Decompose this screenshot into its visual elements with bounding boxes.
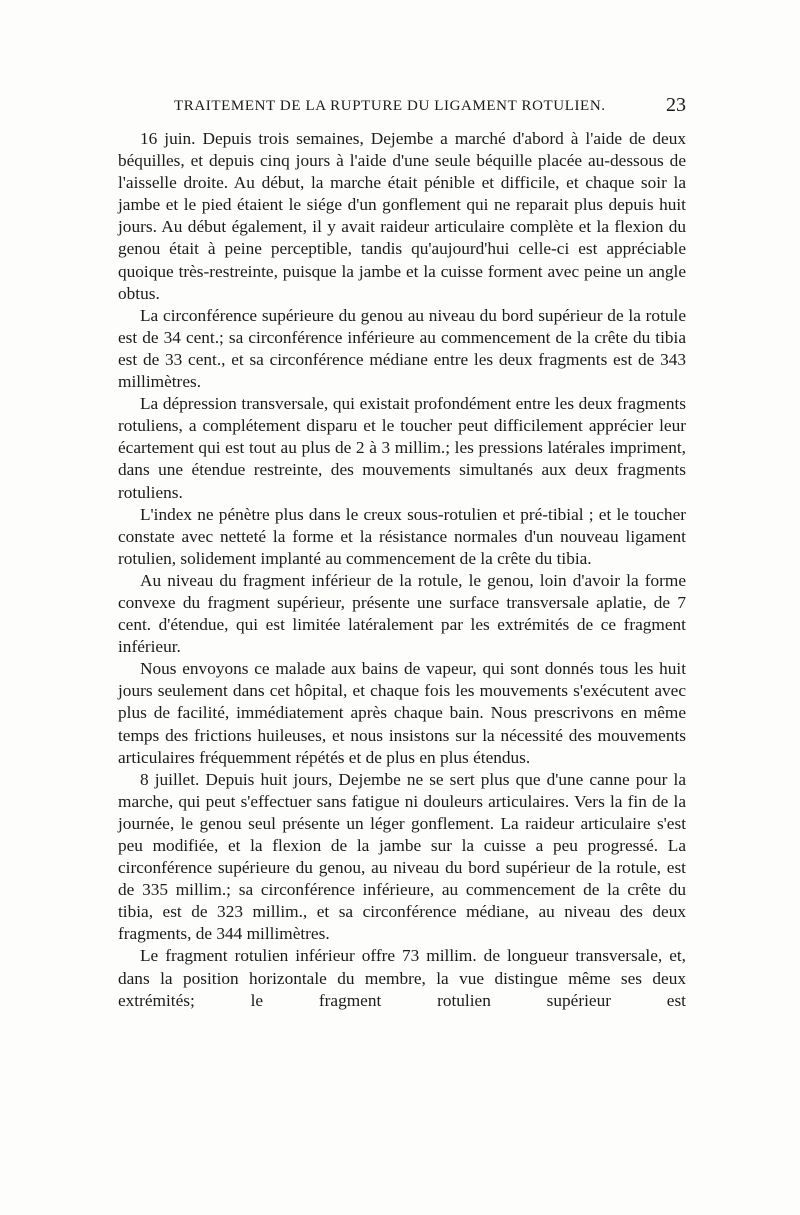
paragraph-transverse-depression: La dépression transversale, qui existait profondément entre les deux fragments rotuliens, a complétement disparu et le toucher peut difficilement apprécier leur écartement qui est tout au plus de 2 à 3 millim.; les pressions latérales impriment, dans une étendue restreinte, des mouvements simultanés aux deux fragments rotuliens. xyxy=(118,394,686,502)
paragraph-circumference: La circonférence supérieure du genou au niveau du bord supérieur de la rotule est de 34 cent.; sa circonférence inférieure au commencement de la crête du tibia est de 33 cent., et sa circonférence médiane entre les deux fragments est de 343 millimètres. xyxy=(118,305,686,392)
paragraph-index-finger: L'index ne pénètre plus dans le creux sous-rotulien et pré-tibial ; et le toucher constate avec netteté la forme et la résistance normales d'un nouveau ligament rotulien, solidement implanté au commencement de la crête du tibia. xyxy=(118,504,686,568)
paragraph-june-16: 16 juin. Depuis trois semaines, Dejembe a marché d'abord à l'aide de deux béquilles, et depuis cinq jours à l'aide d'une seule béquille placée au-dessous de l'aisselle droite. Au début, la marche était pénible et difficile, et chaque soir la jambe et le pied étaient le siége d'un gonflement qui ne reparait plus depuis huit jours. Au début également, il y avait raideur articulaire complète et la flexion du genou était à peine perceptible, tandis qu'aujourd'hui celle-ci est appréciable quoique très-restreinte, puisque la jambe et la cuisse forment avec peine un angle obtus. xyxy=(118,129,686,303)
paragraph-lower-fragment-length: Le fragment rotulien inférieur offre 73 millim. de longueur transversale, et, dans la position horizontale du membre, la vue distingue même ses deux extrémités; le fragment rotulien supérieur est xyxy=(118,946,686,1010)
paragraph-july-8: 8 juillet. Depuis huit jours, Dejembe ne se sert plus que d'une canne pour la marche, qui peut s'effectuer sans fatigue ni douleurs articulaires. Vers la fin de la journée, le genou seul présente un léger gonflement. La raideur articulaire s'est peu modifiée, et la flexion de la jambe sur la cuisse a peu progressé. La circonférence supérieure du genou, au niveau du bord supérieur de la rotule, est de 335 millim.; sa circonférence inférieure, au commencement de la crête du tibia, est de 323 millim., et sa circonférence médiane, au niveau des deux fragments, de 344 millimètres. xyxy=(118,769,686,944)
page-number: 23 xyxy=(666,94,686,116)
body-text xyxy=(118,128,686,1012)
paragraph-lower-fragment: Au niveau du fragment inférieur de la rotule, le genou, loin d'avoir la forme convexe du fragment supérieur, présente une surface transversale aplatie, de 7 cent. d'étendue, qui est limitée latéralement par les extrémités de ce fragment inférieur. xyxy=(118,570,686,657)
paragraph-steam-baths: Nous envoyons ce malade aux bains de vapeur, qui sont donnés tous les huit jours seulement dans cet hôpital, et chaque fois les mouvements s'exécutent avec plus de facilité, immédiatement après chaque bain. Nous prescrivons en même temps des frictions huileuses, et nous insistons sur la nécessité des mouvements articulaires fréquemment répétés et de plus en plus étendus. xyxy=(118,659,686,767)
running-title: TRAITEMENT DE LA RUPTURE DU LIGAMENT ROTULIEN. xyxy=(174,98,606,114)
page-header xyxy=(118,94,686,122)
